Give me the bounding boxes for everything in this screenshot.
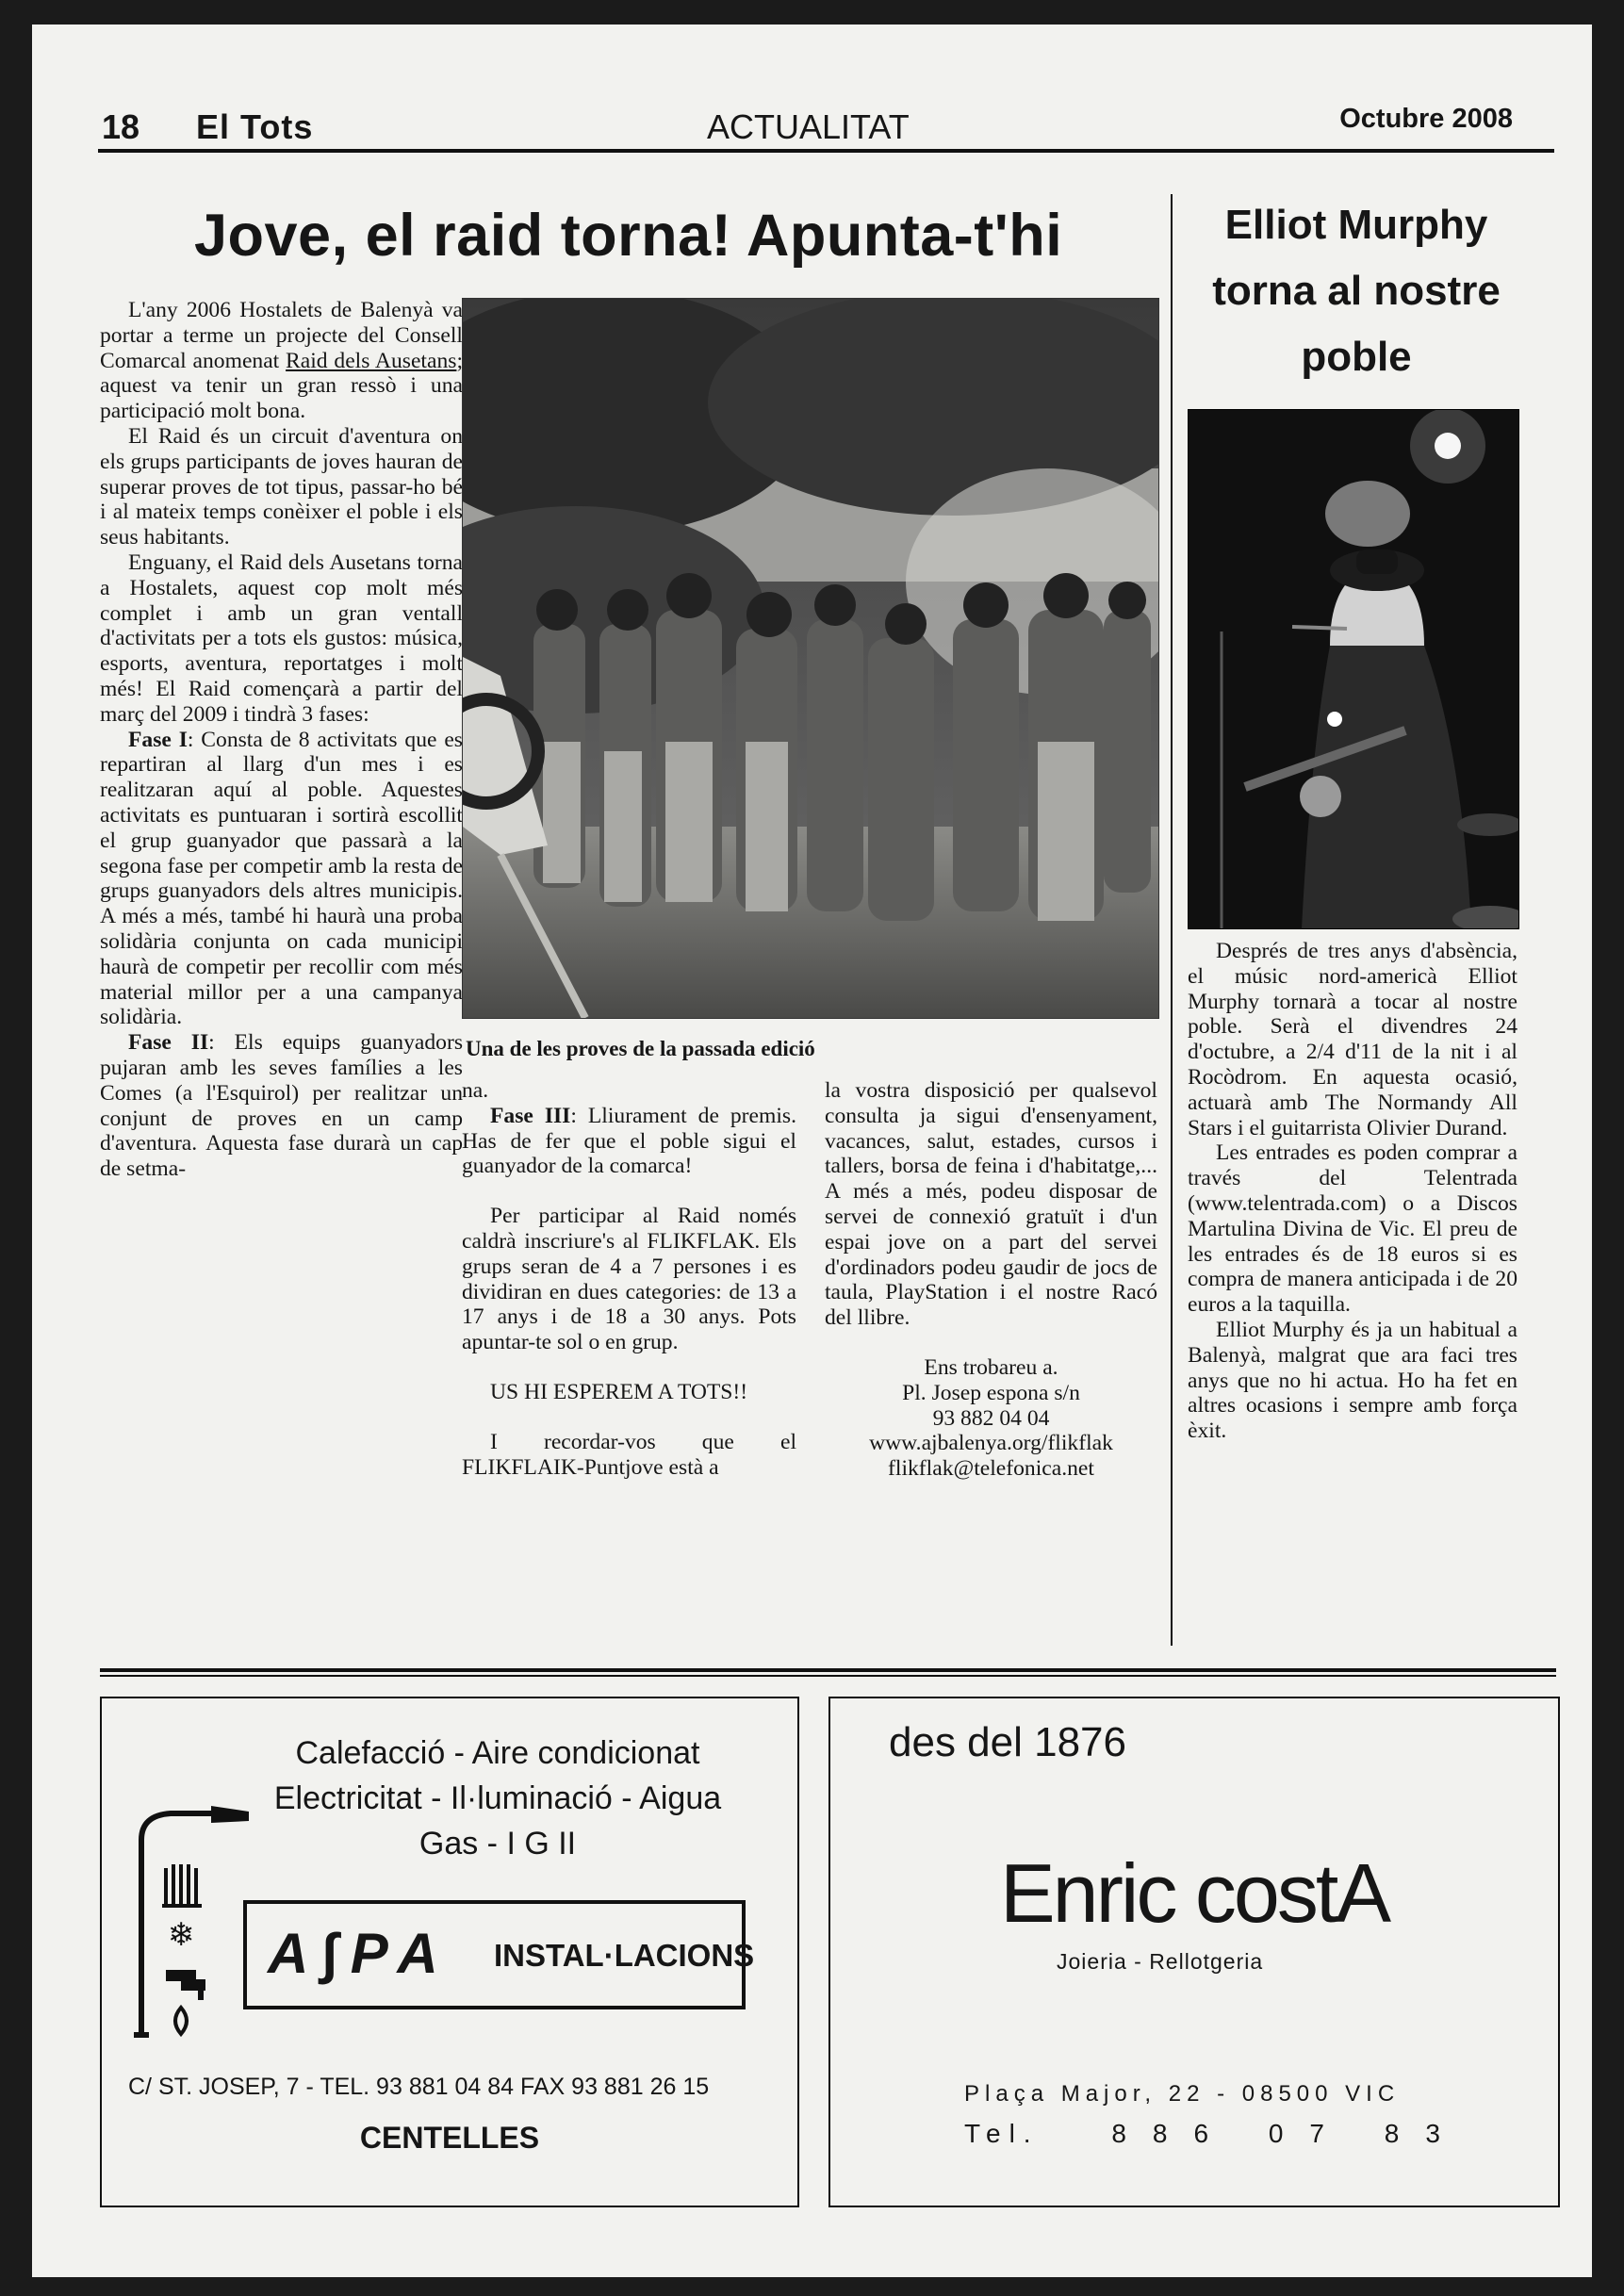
ads-rule-top: [100, 1668, 1556, 1672]
issue-date: Octubre 2008: [1339, 104, 1513, 134]
aspa-logo: A∫PA: [268, 1922, 451, 1985]
paragraph: na.: [462, 1078, 489, 1103]
side-article-body: [1188, 939, 1517, 1444]
article-column-2: na. Fase III: Lliurament de premis. Has de fer que el poble sigui el guanyador de la comarca! Per participar al Raid només caldrà inscriure's al FLIKFLAK. Els grups seran de 4 a 7 persones i es dividiran en dues categories: de 13 a 17 anys i de 18 a 30 anys. Pots apuntar-te sol o en grup. US HI ESPEREM A TOTS!! I recordar-vos que el FLIKFLAIK-Puntjove està a: [462, 1078, 796, 1480]
page-number: 18: [102, 107, 140, 146]
enric-costa-advertisement: [828, 1697, 1560, 2207]
ad-services-line: Electricitat - Il·luminació - Aigua: [273, 1780, 722, 1816]
photo-image: [1189, 410, 1518, 928]
section-name: ACTUALITAT: [707, 107, 910, 146]
paragraph: Les entrades es poden comprar a través del Telentrada (www.telentrada.com) o a Discos Martulina Divina de Vic. El preu de les entrades és de 18 euros si es compra de manera anticipada i de 20 euros a la taquilla.: [1188, 1140, 1517, 1318]
concert-photo: [1188, 409, 1519, 929]
utility-icons: [128, 1802, 260, 2038]
article-title: Jove, el raid torna! Apunta-t'hi: [194, 203, 1063, 269]
ad-town: CENTELLES: [359, 2121, 540, 2155]
contact-phone: 93 882 04 04: [932, 1405, 1050, 1431]
paragraph: I recordar-vos que el FLIKFLAIK-Puntjove està a: [462, 1429, 796, 1480]
publication-name: El Tots: [196, 107, 314, 146]
raid-group-photo: [462, 298, 1159, 1019]
aspa-logo-subtitle: INSTAL·LACIONS: [494, 1938, 755, 1973]
paragraph: Enguany, el Raid dels Ausetans torna a Hostalets, aquest cop molt més complet i amb un gran ventall d'activitats per a tots els gustos: música, esports, aventura, reportatges i molt més! El Raid començarà a partir del març del 2009 i tindrà 3 fases:: [100, 549, 463, 727]
paragraph: El Raid és un circuit d'aventura on els grups participants de joves hauran de superar proves de tot tipus, passar-ho bé i al mateix temps conèixer el poble i els seus habitants.: [100, 423, 463, 550]
contact-intro: Ens trobareu a.: [924, 1354, 1058, 1380]
ads-rule-bottom: [100, 1675, 1556, 1677]
paragraph: la vostra disposició per qualsevol consulta ja sigui d'ensenyament, vacances, salut, estades, cursos i tallers, borsa de feina i d'habitatge,... A més a més, podeu disposar de servei de connexió gratuït i d'un espai jove on a part del servei d'ordinadors podeu gaudir de jocs de taula, PlayStation i el nostre Racó del llibre.: [825, 1078, 1157, 1331]
contact-web: www.ajbalenya.org/flikflak: [869, 1431, 1113, 1456]
newspaper-page: [32, 25, 1592, 2277]
article-column-3: [825, 1078, 1157, 1482]
phase-label: Fase III: [490, 1103, 571, 1128]
contact-email: flikflak@telefonica.net: [888, 1456, 1094, 1482]
contact-address: Pl. Josep espona s/n: [902, 1380, 1080, 1405]
photo-caption: Una de les proves de la passada edició: [466, 1037, 815, 1060]
aspa-logo-box: [243, 1900, 755, 2009]
paragraph: Elliot Murphy és ja un habitual a Balenyà, malgrat que ara faci tres anys que no hi actua. Ho ha fet en altres ocasions i sempre amb força èxit.: [1188, 1317, 1517, 1444]
header-rule: [98, 149, 1554, 153]
ad-address: C/ ST. JOSEP, 7 - TEL. 93 881 04 84 FAX 93 881 26 15: [128, 2074, 710, 2100]
ad-tagline: des del 1876: [889, 1719, 1126, 1765]
phase-label: Fase I: [128, 727, 188, 752]
ad-services: [215, 1730, 780, 1866]
ad-services-line: Calefacció - Aire condicionat: [295, 1735, 700, 1771]
ad-phone-label: Tel.: [964, 2119, 1040, 2148]
ad-phone-number: 886 07 83: [1111, 2119, 1467, 2148]
ad-services-line: Gas - I G II: [418, 1826, 577, 1861]
ad-subtitle: Joieria - Rellotgeria: [1057, 1949, 1264, 1974]
paragraph: Per participar al Raid només caldrà inscriure's al FLIKFLAK. Els grups seran de 4 a 7 persones i es dividiran en dues categories: de 13 a 17 anys i de 18 a 30 anys. Pots apuntar-te sol o en grup.: [462, 1204, 796, 1355]
closing-call: US HI ESPEREM A TOTS!!: [490, 1379, 748, 1404]
aspa-advertisement: [100, 1697, 799, 2207]
phase-label: Fase II: [128, 1030, 209, 1056]
svg-text:❄: ❄: [167, 1916, 195, 1954]
contact-block: [825, 1355, 1157, 1482]
paragraph-intro: L'any 2006 Hostalets de Balenyà va portar a terme un projecte del Consell Comarcal anomenat: [100, 298, 463, 373]
side-article-title: Elliot Murphy torna al nostre poble: [1212, 202, 1501, 380]
enric-costa-logo: Enric costA: [999, 1846, 1389, 1940]
raid-link-text: Raid dels Ausetans: [286, 348, 457, 373]
ad-address: Plaça Major, 22 - 08500 VIC: [964, 2081, 1401, 2107]
column-divider: [1171, 194, 1173, 1646]
photo-image: [463, 299, 1158, 1018]
article-column-1: L'any 2006 Hostalets de Balenyà va portar a terme un projecte del Consell Comarcal anomenat Raid dels Ausetans; aquest va tenir un gran ressò i una participació molt bona. El Raid és un circuit d'aventura on els grups participants de joves hauran de superar proves de tot tipus, passar-ho bé i al mateix temps conèixer el poble i els seus habitants. Enguany, el Raid dels Ausetans torna a Hostalets, aquest cop molt més complet i amb un gran ventall d'activitats per a tots els gustos: música, esports, aventura, reportatges i molt més! El Raid començarà a partir del març del 2009 i tindrà 3 fases: Fase I: Consta de 8 activitats que es repartiran al llarg d'un mes i es realitzaran aquí al poble. Aquestes activitats es puntuaran i sortirà escollit el grup guanyador que passarà a la segona fase per competir amb la resta de grups guanyadors dels altres municipis. A més a més, també hi haurà una proba solidària conjunta on cada municipi haurà de competir per recollir com més material millor per a una campanya solidària. Fase II: Els equips guanyadors pujaran amb les seves famílies a les Comes (a l'Esquirol) per realitzar un conjunt de proves en un camp d'aventura. Aquesta fase durarà un cap de setma-: [100, 298, 464, 1182]
ad-phone: [964, 2119, 1467, 2149]
paragraph: Després de tres anys d'absència, el músic nord-americà Elliot Murphy tornarà a tocar al nostre poble. Serà el divendres 24 d'octubre, a 2/4 d'11 de la nit i al Rocòdrom. En aquesta ocasió, actuarà amb The Normandy All Stars i el guitarrista Olivier Durand.: [1188, 939, 1517, 1140]
